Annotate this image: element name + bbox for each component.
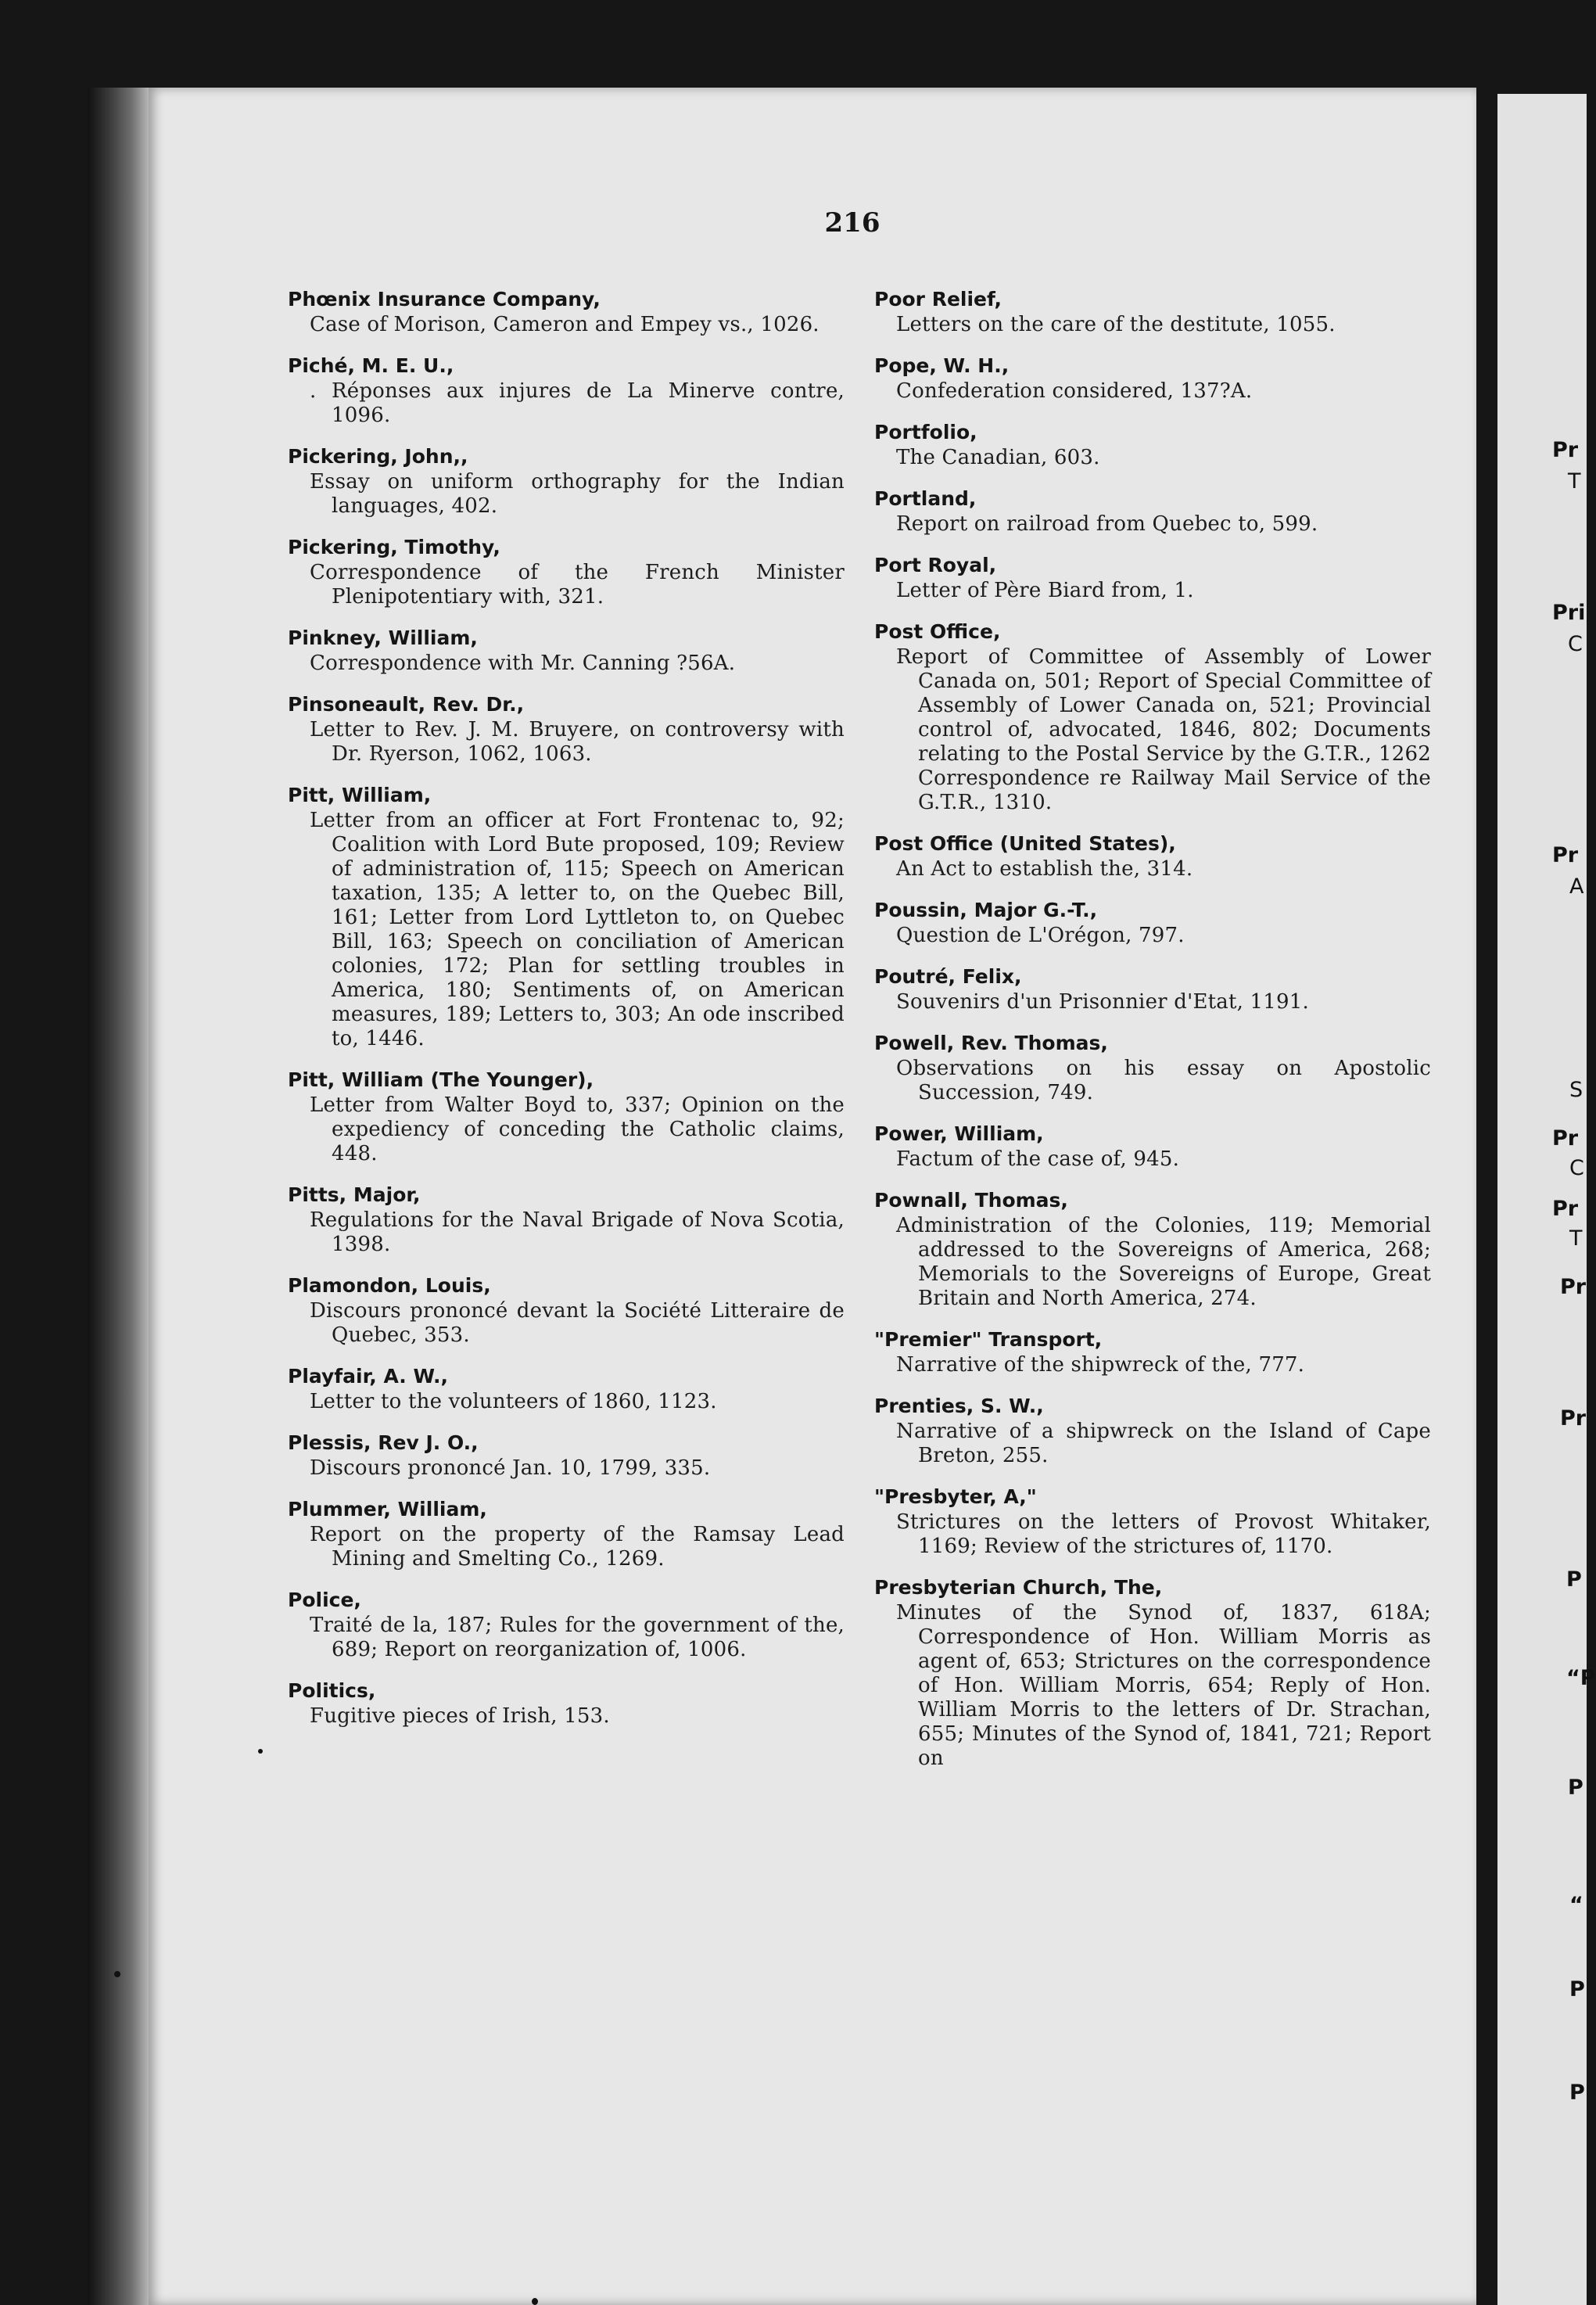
next-page-fragment: P — [1568, 1775, 1583, 1800]
next-page-fragment: A — [1569, 874, 1584, 899]
entry-body: Regulations for the Naval Brigade of Nova Scotia, 1398. — [310, 1208, 845, 1256]
index-entry — [874, 1121, 1431, 1172]
entry-heading: Pitt, William, — [288, 784, 432, 806]
index-entry — [874, 1393, 1431, 1468]
entry-heading: Playfair, A. W., — [288, 1365, 449, 1388]
entry-body: Letter from Walter Boyd to, 337; Opinion on the expediency of conceding the Catholic claims, 448. — [310, 1093, 845, 1165]
entry-body: Discours prononcé devant la Société Litteraire de Quebec, 353. — [310, 1299, 845, 1347]
entry-body: Letter to Rev. J. M. Bruyere, on controversy with Dr. Ryerson, 1062, 1063. — [310, 718, 845, 766]
index-entry — [874, 353, 1431, 404]
entry-heading: Pitt, William (The Younger), — [288, 1068, 594, 1091]
entry-body: Correspondence of the French Minister Plenipotentiary with, 321. — [310, 561, 845, 609]
entry-body: Administration of the Colonies, 119; Memorial addressed to the Sovereigns of America, 268; Memorials to the Sovereigns of Europe, Great Britain and North America, 274. — [896, 1214, 1431, 1310]
entry-heading: Port Royal, — [874, 554, 997, 576]
entry-body: Letters on the care of the destitute, 1055. — [896, 313, 1336, 336]
scan-speck — [532, 2298, 538, 2305]
next-page-fragment: Pr — [1552, 1126, 1579, 1151]
next-page-fragment: C — [1569, 1156, 1584, 1180]
entry-body: Minutes of the Synod of, 1837, 618A; Correspondence of Hon. William Morris as agent of, 653; Strictures on the correspondence of Hon. William Morris, 654; Reply of Hon. William Morris to the letters of Dr. Strachan, 655; Minutes of the Synod of, 1841, 721; Report on — [896, 1601, 1431, 1770]
index-entry — [874, 1574, 1431, 1771]
next-page-fragment: T — [1569, 1226, 1583, 1251]
next-page-fragment: P — [1566, 1567, 1582, 1592]
index-entry — [288, 534, 845, 609]
next-page-edge — [1497, 94, 1596, 2305]
entry-heading: Police, — [288, 1589, 361, 1611]
next-page-fragment: C — [1568, 632, 1583, 656]
scan-speck — [114, 1971, 120, 1977]
index-entry — [874, 286, 1431, 337]
index-entry — [288, 1496, 845, 1571]
entry-body: Confederation considered, 137?A. — [896, 379, 1253, 403]
index-entry — [288, 353, 845, 428]
index-entry — [288, 1273, 845, 1348]
next-page-fragment: T — [1568, 469, 1581, 494]
next-page-fragment: Pr — [1552, 843, 1579, 867]
entry-body: Traité de la, 187; Rules for the government of the, 689; Report on reorganization of, 1006. — [310, 1614, 845, 1661]
index-entry — [288, 1067, 845, 1166]
index-entry — [288, 625, 845, 676]
next-page-fragment: Pr — [1552, 1197, 1579, 1221]
index-entry — [874, 1484, 1431, 1559]
entry-heading: Portfolio, — [874, 421, 977, 443]
entry-heading: Phœnix Insurance Company, — [288, 288, 601, 311]
entry-body: Essay on uniform orthography for the Indian languages, 402. — [310, 470, 845, 518]
entry-heading: Poor Relief, — [874, 288, 1002, 311]
index-entry — [874, 552, 1431, 603]
entry-heading: Plamondon, Louis, — [288, 1274, 491, 1297]
entry-heading: Presbyterian Church, The, — [874, 1576, 1163, 1599]
entry-heading: Powell, Rev. Thomas, — [874, 1032, 1108, 1054]
next-page-fragment: Pr — [1560, 1275, 1587, 1299]
right-column — [874, 286, 1431, 1786]
index-entry — [288, 1678, 845, 1729]
entry-heading: Piché, M. E. U., — [288, 354, 454, 377]
page-number: 216 — [824, 207, 880, 239]
entry-body: Question de L'Orégon, 797. — [896, 924, 1185, 947]
index-entry — [288, 691, 845, 767]
entry-body: . Réponses aux injures de La Minerve contre, 1096. — [310, 379, 845, 427]
index-entry — [874, 831, 1431, 881]
index-entry — [874, 897, 1431, 948]
entry-body: Souvenirs d'un Prisonnier d'Etat, 1191. — [896, 990, 1309, 1014]
entry-heading: Pickering, John,, — [288, 445, 468, 468]
entry-heading: Prenties, S. W., — [874, 1395, 1044, 1417]
index-entry — [288, 286, 845, 337]
entry-heading: Poussin, Major G.-T., — [874, 899, 1098, 921]
next-page-fragment: Pr — [1560, 1406, 1587, 1431]
entry-body: Report on railroad from Quebec to, 599. — [896, 512, 1318, 536]
entry-body: Narrative of the shipwreck of the, 777. — [896, 1353, 1305, 1377]
entry-body: Narrative of a shipwreck on the Island of Cape Breton, 255. — [896, 1420, 1431, 1467]
entry-heading: Poutré, Felix, — [874, 965, 1022, 988]
index-entry — [874, 1030, 1431, 1105]
entry-heading: Plummer, William, — [288, 1498, 487, 1521]
entry-heading: Pickering, Timothy, — [288, 536, 500, 558]
index-entry — [874, 1187, 1431, 1311]
entry-body: Fugitive pieces of Irish, 153. — [310, 1704, 610, 1728]
next-page-fragment: Pri — [1552, 601, 1586, 625]
entry-body: Factum of the case of, 945. — [896, 1147, 1180, 1171]
entry-heading: Pinsoneault, Rev. Dr., — [288, 693, 525, 716]
index-entry — [288, 1182, 845, 1257]
entry-heading: Plessis, Rev J. O., — [288, 1431, 479, 1454]
entry-heading: Power, William, — [874, 1122, 1044, 1145]
index-entry — [874, 419, 1431, 470]
entry-heading: Portland, — [874, 487, 977, 510]
index-entry — [874, 486, 1431, 537]
entry-body: Case of Morison, Cameron and Empey vs., 1026. — [310, 313, 820, 336]
entry-heading: Pitts, Major, — [288, 1183, 421, 1206]
scan-speck — [258, 1749, 263, 1754]
next-page-fragment: Pr — [1552, 438, 1579, 462]
entry-body: Letter of Père Biard from, 1. — [896, 579, 1194, 602]
entry-heading: "Presbyter, A," — [874, 1485, 1037, 1508]
index-entry — [288, 443, 845, 519]
index-entry — [288, 782, 845, 1051]
next-page-fragment: S — [1569, 1078, 1583, 1102]
entry-body: Report on the property of the Ramsay Lead Mining and Smelting Co., 1269. — [310, 1523, 845, 1571]
entry-heading: "Premier" Transport, — [874, 1328, 1103, 1351]
entry-body: Observations on his essay on Apostolic Succession, 749. — [896, 1057, 1431, 1104]
index-entry — [288, 1430, 845, 1481]
index-entry — [874, 964, 1431, 1014]
entry-body: An Act to establish the, 314. — [896, 857, 1193, 881]
next-page-fragment: “P — [1566, 1666, 1596, 1690]
left-column — [288, 286, 845, 1744]
entry-heading: Post Office (United States), — [874, 832, 1176, 855]
entry-body: Correspondence with Mr. Canning ?56A. — [310, 652, 736, 675]
entry-heading: Pope, W. H., — [874, 354, 1010, 377]
entry-body: Report of Committee of Assembly of Lower Canada on, 501; Report of Special Committee of Assembly of Lower Canada on, 521; Provincial control of, advocated, 1846, 802; Documents relating to the Postal Service by the G.T.R., 1262 Correspondence re Railway Mail Service of the G.T.R., 1310. — [896, 645, 1431, 814]
entry-heading: Post Office, — [874, 620, 1001, 643]
index-entry — [288, 1587, 845, 1662]
next-page-fragment: P — [1569, 1977, 1585, 2002]
entry-body: Strictures on the letters of Provost Whitaker, 1169; Review of the strictures of, 1170. — [896, 1510, 1431, 1558]
entry-body: Letter from an officer at Fort Frontenac to, 92; Coalition with Lord Bute proposed, 109; Review of administration of, 115; Speech on American taxation, 135; A letter to, on the Quebec Bill, 161; Letter from Lord Lyttleton to, on Quebec Bill, 163; Speech on conciliation of American colonies, 172; Plan for settling troubles in America, 180; Sentiments of, on American measures, 189; Letters to, 303; An ode inscribed to, 1446. — [310, 809, 845, 1050]
entry-heading: Politics, — [288, 1679, 376, 1702]
entry-body: The Canadian, 603. — [896, 446, 1100, 469]
index-entry — [288, 1363, 845, 1414]
entry-body: Letter to the volunteers of 1860, 1123. — [310, 1390, 717, 1413]
index-entry — [874, 1327, 1431, 1377]
next-page-fragment: P — [1569, 2081, 1585, 2105]
index-entry — [874, 619, 1431, 815]
entry-body: Discours prononcé Jan. 10, 1799, 335. — [310, 1456, 711, 1480]
entry-heading: Pinkney, William, — [288, 627, 478, 649]
next-page-fragment: “ — [1569, 1893, 1583, 1917]
entry-heading: Pownall, Thomas, — [874, 1189, 1068, 1212]
